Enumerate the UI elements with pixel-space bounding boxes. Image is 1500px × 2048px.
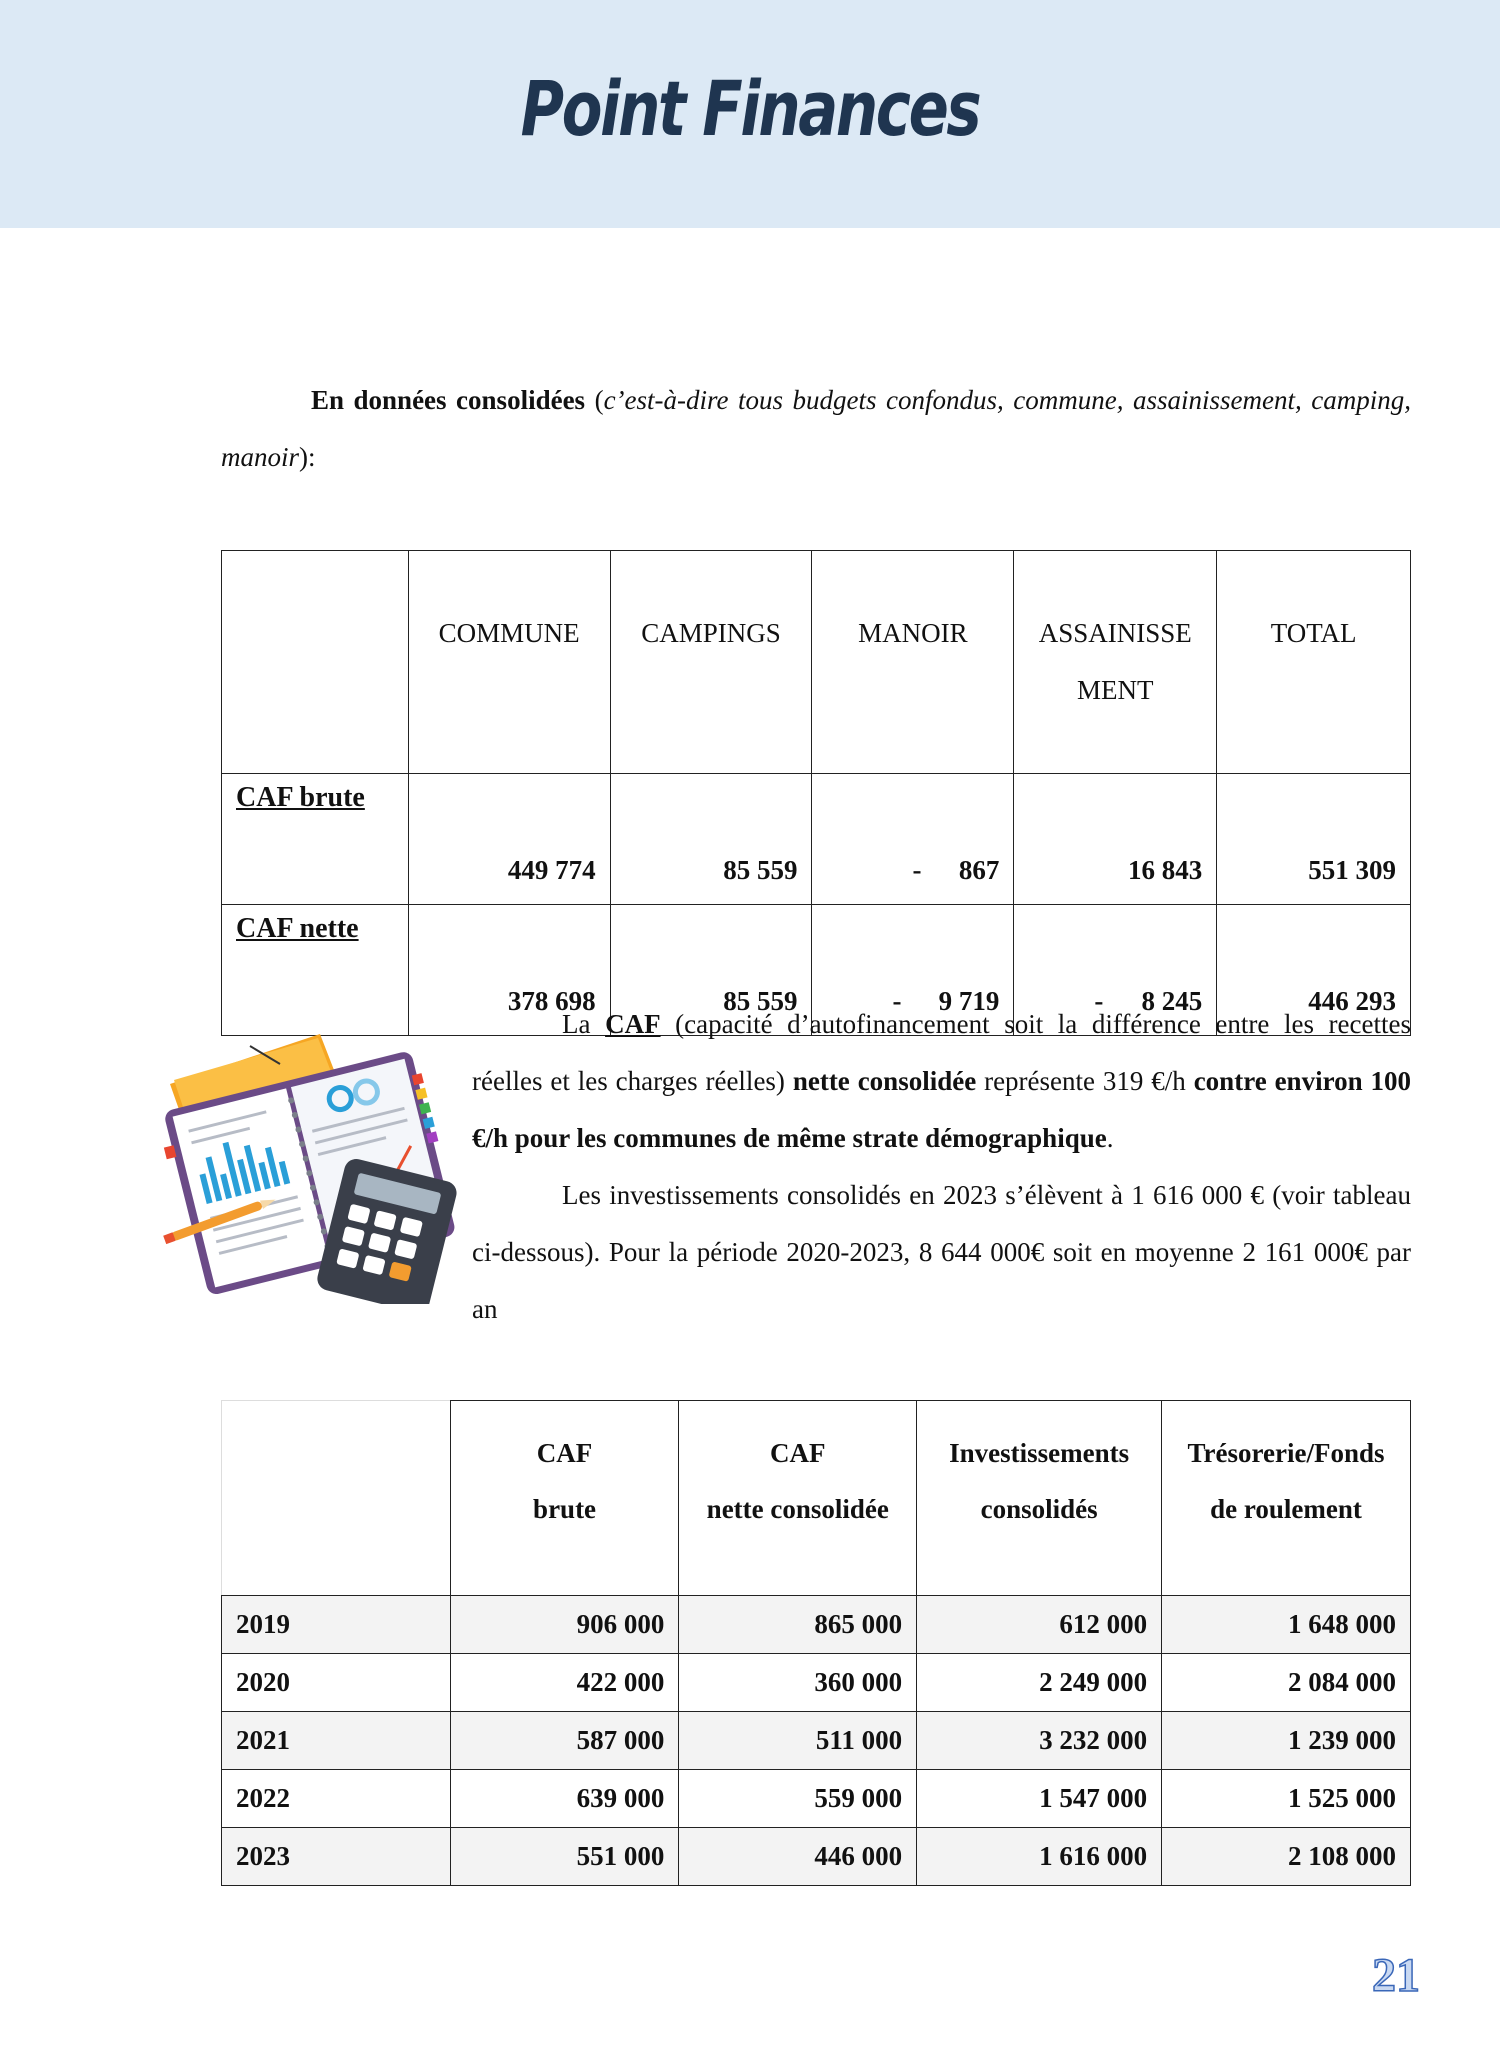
minus-sign: - bbox=[1094, 986, 1104, 1016]
table-row bbox=[222, 1712, 1411, 1770]
table-cell: 1 525 000 bbox=[1162, 1770, 1411, 1828]
table-cell: 446 293 bbox=[1217, 905, 1411, 1036]
table-cell: 85 559 bbox=[610, 905, 812, 1036]
text: . bbox=[1106, 1123, 1114, 1153]
table-header-cell: TOTAL bbox=[1217, 551, 1411, 774]
text: La bbox=[562, 1009, 606, 1039]
header-line: CAF bbox=[770, 1438, 826, 1468]
table-cell: 906 000 bbox=[450, 1596, 679, 1654]
year-cell: 2021 bbox=[222, 1712, 451, 1770]
year-cell: 2020 bbox=[222, 1654, 451, 1712]
cell-value: 16 843 bbox=[1127, 855, 1203, 885]
table-cell: 612 000 bbox=[917, 1596, 1162, 1654]
table-header-cell bbox=[1162, 1401, 1411, 1596]
table-cell: 2 108 000 bbox=[1162, 1828, 1411, 1886]
year-cell: 2022 bbox=[222, 1770, 451, 1828]
table-header-cell: ASSAINISSE MENT bbox=[1014, 551, 1217, 774]
intro-italic: c’est-à-dire tous budgets confondus, commune, assainissement, camping, manoir bbox=[221, 385, 1411, 472]
table-cell bbox=[1014, 774, 1217, 905]
table-row bbox=[222, 1596, 1411, 1654]
table-cell bbox=[812, 774, 1014, 905]
bold-text: contre environ 100 €/h pour les communes de même strate démographique bbox=[472, 1066, 1411, 1153]
row-label: CAF brute bbox=[222, 774, 409, 905]
table-cell: 551 000 bbox=[450, 1828, 679, 1886]
header-line: nette consolidée bbox=[706, 1494, 889, 1524]
table-cell: 1 616 000 bbox=[917, 1828, 1162, 1886]
table-cell: 865 000 bbox=[679, 1596, 917, 1654]
table-cell: 2 084 000 bbox=[1162, 1654, 1411, 1712]
intro-close: ): bbox=[299, 442, 316, 472]
minus-sign bbox=[1014, 855, 1114, 886]
table-cell: 587 000 bbox=[450, 1712, 679, 1770]
table-cell: 551 309 bbox=[1217, 774, 1411, 905]
table-header-cell bbox=[679, 1401, 917, 1596]
table-row bbox=[222, 774, 1411, 905]
table-row bbox=[222, 1828, 1411, 1886]
investment-text: Les investissements consolidés en 2023 s’élèvent à 1 616 000 € (voir tableau ci-dessous). Pour la période 2020-2023, 8 644 000€ soit en moyenne 2 161 000€ par an bbox=[472, 1180, 1411, 1324]
header-line: CAF bbox=[536, 1438, 593, 1468]
header-line: consolidés bbox=[980, 1494, 1098, 1524]
cell-value: 9 719 bbox=[938, 986, 1000, 1016]
table-cell: 559 000 bbox=[679, 1770, 917, 1828]
page-title: Point Finances bbox=[520, 64, 980, 153]
cell-value: 867 bbox=[958, 855, 1000, 885]
table-row bbox=[222, 1770, 1411, 1828]
table-cell: 3 232 000 bbox=[917, 1712, 1162, 1770]
text: représente 319 €/h bbox=[976, 1066, 1194, 1096]
row-label: CAF nette bbox=[222, 905, 409, 1036]
table-cell: 449 774 bbox=[408, 774, 610, 905]
minus-sign: - bbox=[892, 986, 902, 1016]
caf-by-budget-table bbox=[221, 550, 1411, 1036]
table-header-cell bbox=[222, 1401, 451, 1596]
cell-value: 8 245 bbox=[1141, 986, 1203, 1016]
table-row bbox=[222, 1654, 1411, 1712]
caf-term: CAF bbox=[605, 1009, 661, 1039]
table-header-cell bbox=[222, 551, 409, 774]
page-number: 21 bbox=[1372, 1949, 1420, 2002]
intro-bold: En données consolidées bbox=[311, 385, 586, 415]
notebook-calculator-icon bbox=[150, 1024, 460, 1304]
table-header-cell: MANOIR bbox=[812, 551, 1014, 774]
year-cell: 2023 bbox=[222, 1828, 451, 1886]
table-cell: 85 559 bbox=[610, 774, 812, 905]
header-line: brute bbox=[533, 1494, 597, 1524]
table-header-row bbox=[222, 1401, 1411, 1596]
table-cell: 639 000 bbox=[450, 1770, 679, 1828]
intro-paragraph bbox=[221, 372, 1411, 486]
table-header-cell bbox=[917, 1401, 1162, 1596]
minus-sign: - bbox=[912, 855, 922, 885]
header-line: Trésorerie/Fonds bbox=[1187, 1438, 1385, 1468]
bold-text: nette consolidée bbox=[792, 1066, 977, 1096]
header-line: de roulement bbox=[1210, 1494, 1362, 1524]
table-header-cell: CAMPINGS bbox=[610, 551, 812, 774]
table-cell: 1 648 000 bbox=[1162, 1596, 1411, 1654]
table-cell: 378 698 bbox=[408, 905, 610, 1036]
table-cell: 422 000 bbox=[450, 1654, 679, 1712]
table-header-cell: COMMUNE bbox=[408, 551, 610, 774]
table-cell: 2 249 000 bbox=[917, 1654, 1162, 1712]
table-header-cell bbox=[450, 1401, 679, 1596]
table-cell: 1 239 000 bbox=[1162, 1712, 1411, 1770]
caf-explanation-paragraph bbox=[472, 996, 1411, 1338]
table-cell: 1 547 000 bbox=[917, 1770, 1162, 1828]
header-line: Investissements bbox=[949, 1438, 1130, 1468]
year-cell: 2019 bbox=[222, 1596, 451, 1654]
caf-history-table bbox=[221, 1400, 1411, 1886]
table-cell: 446 000 bbox=[679, 1828, 917, 1886]
text: (capacité d’autofinancement soit la différence entre les recettes réelles et les charges réelles) bbox=[472, 1009, 1411, 1096]
intro-open-paren: ( bbox=[585, 385, 604, 415]
table-cell: 511 000 bbox=[679, 1712, 917, 1770]
table-header-row bbox=[222, 551, 1411, 774]
table-cell: 360 000 bbox=[679, 1654, 917, 1712]
